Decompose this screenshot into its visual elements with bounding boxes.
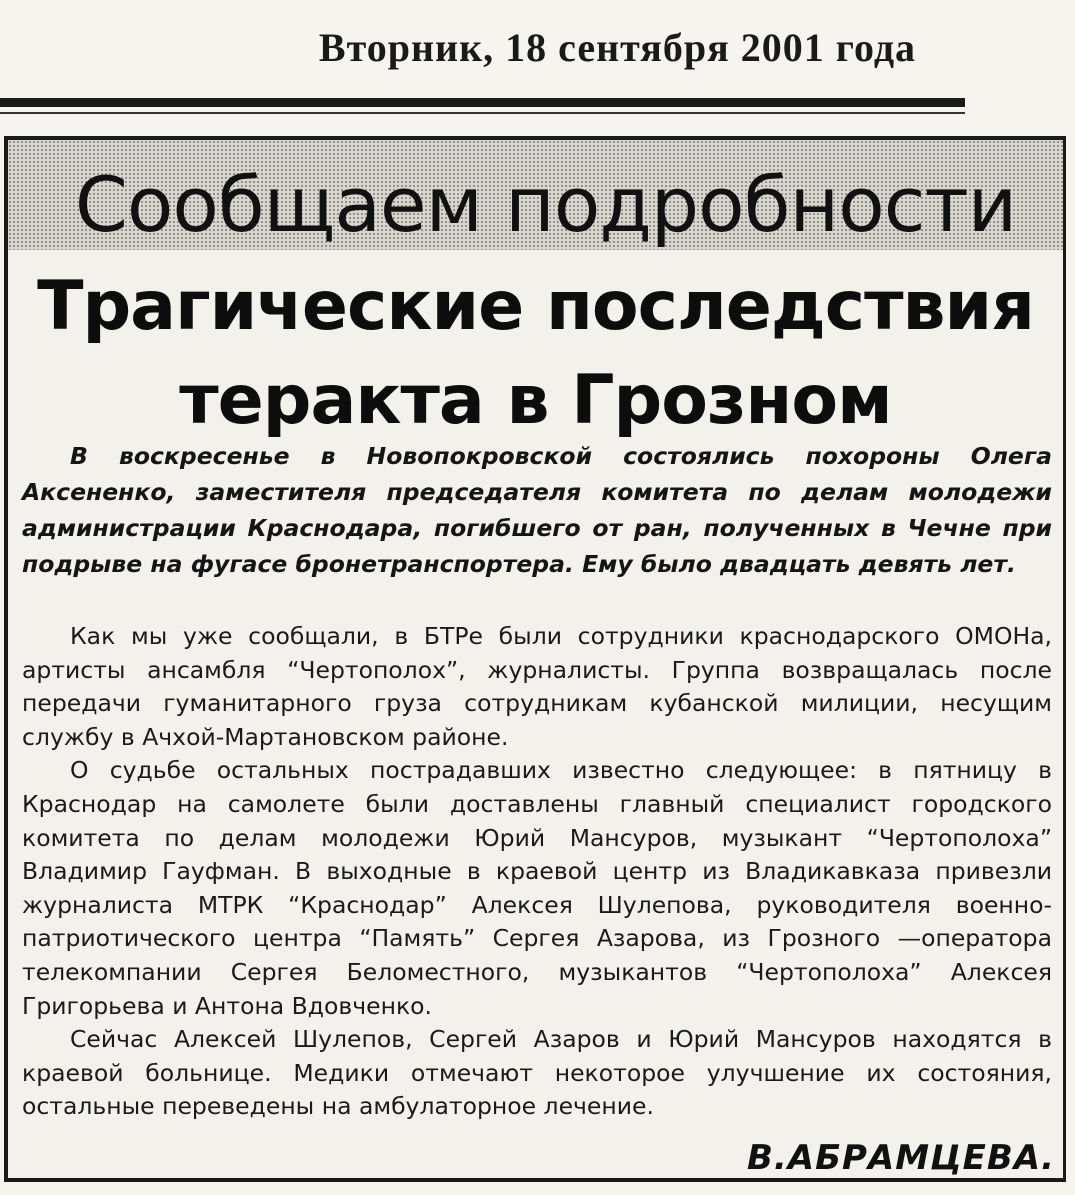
author-signature: В.АБРАМЦЕВА. <box>746 1138 1055 1178</box>
headline-line-2: теракта в Грозном <box>179 361 892 440</box>
headline <box>8 260 1063 448</box>
dateline: Вторник, 18 сентября 2001 года <box>318 25 917 70</box>
article-frame <box>4 136 1066 1182</box>
lead-paragraph: В воскресенье в Новопокровской состоялись похороны Олега Аксененко, заместителя председателя комитета по делам молодежи администрации Краснодара, погибшего от ран, полученных в Чечне при подрыве на фугасе бронетранспортера. Ему было двадцать девять лет. <box>22 442 1052 578</box>
headline-line-1: Трагические последствия <box>37 267 1034 346</box>
body-paragraph-3: Сейчас Алексей Шулепов, Сергей Азаров и Юрий Мансуров находятся в краевой больнице. Медики отмечают некоторое улучшение их состояния, остальные переведены на амбулаторное лечение. <box>22 1025 1052 1121</box>
body-paragraph-2: О судьбе остальных пострадавших известно следующее: в пятницу в Краснодар на самолете были доставлены главный специалист городского комитета по делам молодежи Юрий Мансуров, музыкант “Чертополоха” Владимир Гауфман. В выходные в краевой центр из Владикавказа привезли журналиста МТРК “Краснодар” Алексея Шулепова, руководителя военно-патриотического центра “Память” Сергея Азарова, из Грозного —оператора телекомпании Сергея Беломестного, музыкантов “Чертополоха” Алексея Григорьева и Антона Вдовченко. <box>22 756 1052 1020</box>
article-body <box>22 620 1052 1124</box>
rubric-title: Сообщаем подробности <box>74 160 1017 249</box>
body-paragraph-1: Как мы уже сообщали, в БТРе были сотрудники краснодарского ОМОНа, артисты ансамбля “Чертополох”, журналисты. Группа возвращалась после передачи гуманитарного груза сотрудникам кубанской милиции, несущим службу в Ачхой-Мартановском районе. <box>22 622 1052 751</box>
masthead-rule-thin <box>0 112 965 114</box>
masthead-rule-thick <box>0 98 965 107</box>
